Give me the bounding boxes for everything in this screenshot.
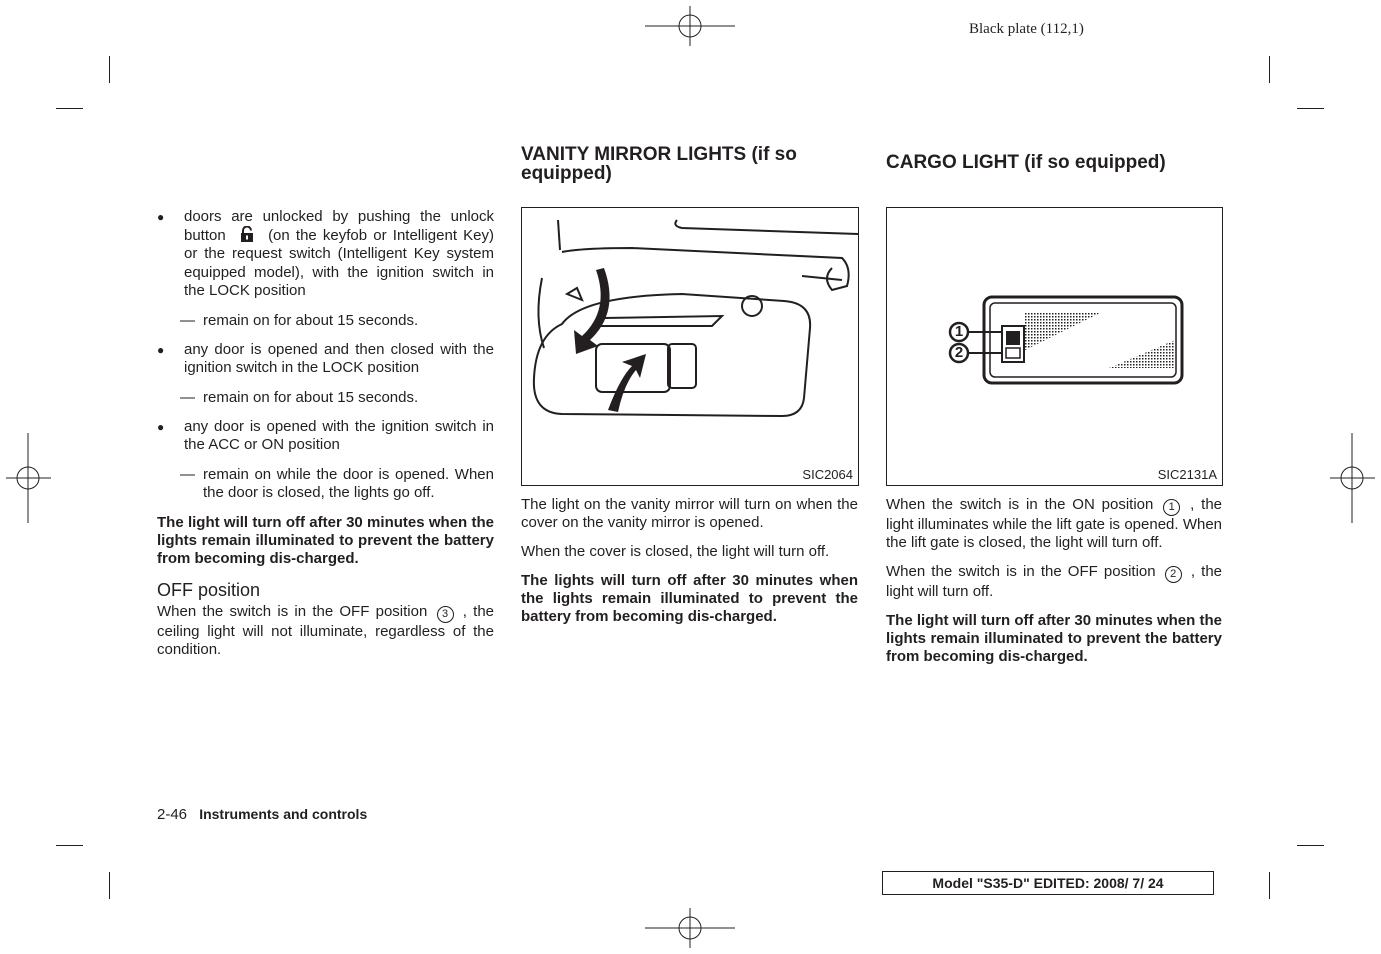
section-heading: CARGO LIGHT (if so equipped) — [886, 152, 1166, 173]
warning-text: The light will turn off after 30 minutes when the lights remain illuminated to prevent the battery from becoming dis-charged. — [886, 611, 1222, 666]
left-column — [157, 208, 494, 660]
crop-mark — [56, 845, 83, 846]
figure-code: SIC2064 — [802, 467, 853, 482]
list-item — [157, 418, 494, 454]
circled-number: 3 — [437, 606, 454, 623]
page-footer — [157, 806, 367, 823]
middle-column-text — [521, 496, 858, 626]
dash-icon: — — [180, 388, 195, 406]
model-edit-box: Model "S35-D" EDITED: 2008/ 7/ 24 — [882, 871, 1214, 895]
cargo-light-figure — [886, 207, 1223, 486]
figure-label-1: 1 — [954, 323, 964, 340]
cargo-light-illustration — [887, 208, 1222, 485]
bullet-text: doors are unlocked by pushing the unlock button — [184, 208, 494, 245]
section-heading: VANITY MIRROR LIGHTS (if so equipped) — [521, 144, 797, 184]
bullet-icon: ● — [157, 419, 165, 434]
registration-mark — [645, 6, 735, 46]
warning-text: The lights will turn off after 30 minutes when the lights remain illuminated to prevent the battery from becoming dis-charged. — [521, 571, 858, 626]
crop-mark — [109, 56, 110, 83]
page-number: 2-46 — [157, 806, 188, 823]
registration-mark — [6, 433, 51, 523]
body-text: When the cover is closed, the light will turn off. — [521, 543, 830, 561]
circled-number: 1 — [1163, 499, 1180, 516]
registration-mark — [1330, 433, 1375, 523]
vanity-mirror-figure — [521, 207, 859, 486]
bullet-icon: ● — [157, 210, 165, 224]
crop-mark — [56, 108, 83, 109]
list-item — [157, 389, 494, 407]
bullet-text: any door is opened and then closed with the ignition switch in the LOCK position — [184, 341, 494, 377]
body-text: When the switch is in the ON position 1 , the light illuminates while the lift gate is opened. When the lift gate is closed, the light will turn off. — [886, 496, 1222, 552]
circled-number: 2 — [1165, 566, 1182, 583]
dash-text: remain on while the door is opened. When the door is closed, the lights go off. — [203, 466, 494, 502]
bullet-icon: ● — [157, 343, 165, 358]
list-item — [157, 208, 494, 300]
dash-icon: — — [180, 466, 195, 484]
warning-text: The light will turn off after 30 minutes when the lights remain illuminated to prevent the battery from becoming dis-charged. — [157, 513, 494, 568]
crop-mark — [1269, 56, 1270, 83]
dash-text: remain on for about 15 seconds. — [203, 388, 419, 406]
figure-code: SIC2131A — [1157, 467, 1217, 482]
body-text: The light on the vanity mirror will turn on when the cover on the vanity mirror is opened. — [521, 496, 858, 532]
off-position-text: When the switch is in the OFF position 3 , the ceiling light will not illuminate, regardless of the condition. — [157, 603, 495, 659]
crop-mark — [1297, 845, 1324, 846]
crop-mark — [1269, 872, 1270, 899]
unlock-icon — [232, 226, 262, 242]
registration-mark — [645, 908, 735, 948]
off-position-heading: OFF position — [157, 580, 261, 601]
list-item — [157, 466, 494, 502]
crop-mark — [1297, 108, 1324, 109]
dash-text: remain on for about 15 seconds. — [203, 312, 419, 330]
crop-mark — [109, 872, 110, 899]
bullet-text: any door is opened with the ignition switch in the ACC or ON position — [184, 417, 494, 454]
list-item — [157, 312, 494, 330]
figure-label-2: 2 — [954, 344, 964, 361]
vanity-mirror-illustration — [522, 208, 858, 485]
body-text: When the switch is in the OFF position 2 , the light will turn off. — [886, 563, 1222, 601]
list-item — [157, 341, 494, 377]
dash-icon: — — [180, 312, 195, 330]
right-column-text — [886, 496, 1222, 666]
bullet-text: (on the keyfob or Intelligent Key) or the request switch (Intelligent Key system equipped model), with the ignition switch in the LOCK position — [184, 227, 494, 299]
plate-label: Black plate (112,1) — [969, 21, 1084, 37]
footer-section-title: Instruments and controls — [199, 806, 368, 822]
